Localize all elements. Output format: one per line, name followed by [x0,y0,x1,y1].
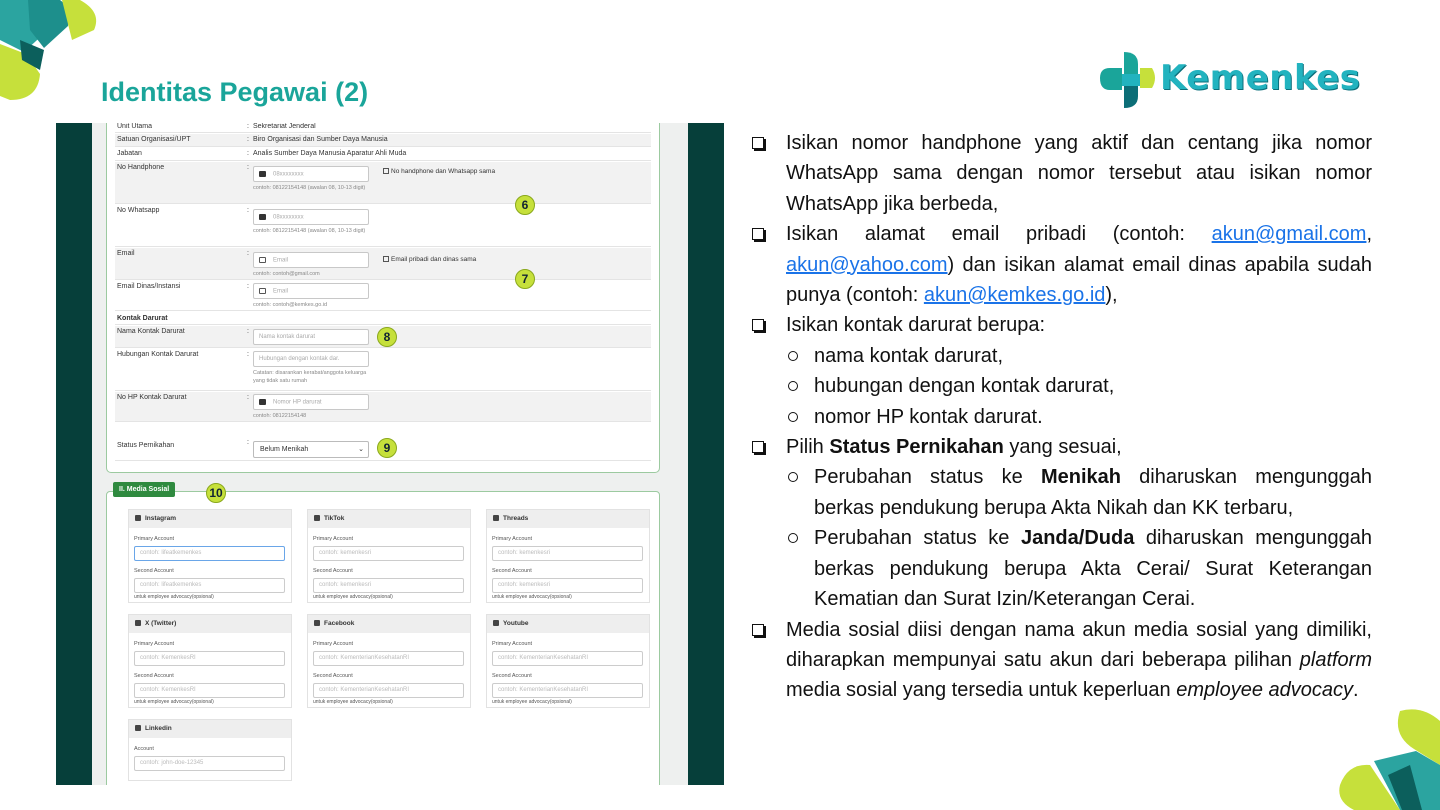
sub-bullet [752,462,1372,523]
badge-7: 7 [515,269,535,289]
optional-note: untuk employee advocacy(opsional) [134,594,214,600]
linkedin-account-input[interactable] [134,756,285,771]
media-card-header [129,615,291,633]
media-card-instagram [128,509,292,603]
sub-bullet [752,371,1372,401]
sub-bullet-text: nama kontak darurat, [814,344,1003,367]
media-card-youtube [486,614,650,708]
media-name: Youtube [503,620,529,627]
optional-note: untuk employee advocacy(opsional) [313,699,393,705]
media-card-header [308,615,470,633]
row-colon: : [247,328,249,335]
row-hp-kontak [115,392,651,422]
youtube-primary-input[interactable] [492,651,643,666]
x-twitter-icon [135,620,141,626]
row-label: Unit Utama [117,123,153,130]
instagram-icon [135,515,141,521]
account-label: Account [134,746,154,752]
optional-note: untuk employee advocacy(opsional) [134,699,214,705]
primary-label: Primary Account [492,536,533,542]
row-colon: : [247,250,249,257]
input-placeholder: contoh: lifeatkemenkes [140,550,202,556]
second-label: Second Account [492,673,532,679]
input-placeholder: contoh: kemenkesri [319,582,372,588]
email-dinas-placeholder: Email [273,288,289,295]
checkbox-box[interactable] [383,168,389,174]
second-label: Second Account [134,568,174,574]
input-placeholder: contoh: KemenkesRI [140,687,196,693]
whatsapp-input[interactable] [253,209,369,225]
instagram-primary-input[interactable] [134,546,285,561]
row-colon: : [247,123,249,130]
input-placeholder: contoh: lifeatkemenkes [140,582,202,588]
optional-note: untuk employee advocacy(opsional) [313,594,393,600]
phone-icon [259,171,266,177]
primary-label: Primary Account [492,641,533,647]
handphone-input[interactable] [253,166,369,182]
row-value: Sekretariat Jenderal [253,123,316,130]
form-screenshot-canvas [92,123,688,785]
badge-9: 9 [377,438,397,458]
media-card-header [487,510,649,528]
kemenkes-logo-icon [1098,50,1158,110]
primary-label: Primary Account [313,536,354,542]
mail-icon [259,257,266,263]
email-link-gmail[interactable]: akun@gmail.com [1211,223,1367,246]
input-placeholder: contoh: kemenkesri [498,550,551,556]
checkbox-bullet-icon [752,319,764,331]
media-sosial-legend: II. Media Sosial [113,482,175,497]
hp-kontak-hint: contoh: 08122154148 [253,413,307,419]
threads-primary-input[interactable] [492,546,643,561]
media-card-header [129,510,291,528]
identity-card [106,123,660,473]
row-satuan-organisasi [115,134,651,147]
media-card-threads [486,509,650,603]
media-card-facebook [307,614,471,708]
youtube-icon [493,620,499,626]
second-label: Second Account [313,673,353,679]
row-kontak-darurat-heading [115,313,651,325]
hubungan-hint: Catatan: disarankan kerabat/anggota keluarga yang tidak satu rumah [253,370,367,384]
input-placeholder: contoh: KemenkesRI [140,655,196,661]
checkbox-label: Email pribadi dan dinas sama [391,256,477,263]
handphone-hint: contoh: 08122154148 (awalan 08, 10-13 digit) [253,185,366,191]
row-value: Biro Organisasi dan Sumber Daya Manusia [253,136,388,143]
instructions [752,128,1372,706]
email-hint: contoh: contoh@gmail.com [253,271,320,277]
row-colon: : [247,394,249,401]
badge-10: 10 [206,483,226,503]
row-no-handphone [115,162,651,204]
input-placeholder: contoh: kemenkesri [498,582,551,588]
second-label: Second Account [313,568,353,574]
bullet-3 [752,310,1372,340]
email-link-yahoo[interactable]: akun@yahoo.com [786,253,948,276]
email-dinas-label: Email Dinas/Instansi [117,283,181,290]
sub-bullet-text: diharuskan mengunggah berkas pendukung berupa Akta Nikah dan KK terbaru, [814,466,1372,519]
hubungan-placeholder: Hubungan dengan kontak dar. [259,356,340,362]
second-label: Second Account [492,568,532,574]
bullet-2-text: ), [1105,284,1118,307]
hp-kontak-placeholder: Nomor HP darurat [273,399,322,406]
bullet-4-text: Pilih [786,436,830,459]
sub-bullet-text: nomor HP kontak darurat. [814,405,1043,428]
tiktok-icon [314,515,320,521]
circle-bullet-icon [788,412,798,422]
circle-bullet-icon [788,472,798,482]
handphone-placeholder: 08xxxxxxxx [273,171,304,178]
whatsapp-label: No Whatsapp [117,207,160,214]
media-card-header [308,510,470,528]
bullet-5 [752,615,1372,706]
input-placeholder: contoh: KementerianKesehatanRI [319,687,410,693]
input-placeholder: contoh: john-doe-12345 [140,760,204,766]
sub-bullet-bold: Janda/Duda [1020,527,1135,550]
facebook-primary-input[interactable] [313,651,464,666]
circle-bullet-icon [788,533,798,543]
row-value: Analis Sumber Daya Manusia Aparatur Ahli Muda [253,150,407,157]
row-label: Satuan Organisasi/UPT [117,136,191,143]
sub-bullet-text: Perubahan status ke [814,466,1041,489]
bullet-5-text: media sosial yang tersedia untuk keperluan [786,679,1177,702]
second-label: Second Account [134,673,174,679]
hubungan-input[interactable] [253,351,369,367]
nama-kontak-placeholder: Nama kontak darurat [259,334,316,340]
row-jabatan [115,148,651,161]
bullet-2-text: Isikan alamat email pribadi (contoh: [786,223,1212,246]
x-twitter-primary-input[interactable] [134,651,285,666]
kemenkes-logo [1098,50,1361,110]
circle-bullet-icon [788,381,798,391]
primary-label: Primary Account [134,536,175,542]
status-label: Status Pernikahan [117,442,175,449]
input-placeholder: contoh: kemenkesri [319,550,372,556]
facebook-second-input[interactable] [313,683,464,698]
hubungan-label: Hubungan Kontak Darurat [117,351,199,358]
email-dinas-input[interactable] [253,283,369,299]
checkbox-bullet-icon [752,441,764,453]
checkbox-bullet-icon [752,228,764,240]
circle-bullet-icon [788,351,798,361]
bullet-2-text: , [1366,223,1372,246]
media-card-header [129,720,291,738]
bullet-1 [752,128,1372,219]
bullet-5-text: . [1353,679,1359,702]
form-screenshot [56,123,724,785]
row-colon: : [247,136,249,143]
media-card-linkedin [128,719,292,781]
bullet-2 [752,219,1372,310]
email-input[interactable] [253,252,369,268]
hp-kontak-label: No HP Kontak Darurat [117,394,187,401]
badge-8: 8 [377,327,397,347]
decor-top-left [0,0,110,105]
checkbox-box[interactable] [383,256,389,262]
row-unit-utama [115,123,651,133]
x-twitter-second-input[interactable] [134,683,285,698]
email-placeholder: Email [273,257,289,264]
badge-6: 6 [515,195,535,215]
linkedin-icon [135,725,141,731]
checkbox-bullet-icon [752,624,764,636]
media-name: X (Twitter) [145,620,177,627]
email-same-checkbox[interactable] [383,256,503,264]
primary-label: Primary Account [313,641,354,647]
bullet-3-text: Isikan kontak darurat berupa: [786,314,1046,337]
row-colon: : [247,207,249,214]
media-name: Linkedin [145,725,172,732]
input-placeholder: contoh: KementerianKesehatanRI [498,655,589,661]
row-colon: : [247,164,249,171]
tiktok-second-input[interactable] [313,578,464,593]
kontak-darurat-heading: Kontak Darurat [117,315,168,322]
checkbox-label: No handphone dan Whatsapp sama [391,168,496,175]
bullet-4-bold: Status Pernikahan [829,436,1004,459]
bullet-4-text: yang sesuai, [1003,436,1122,459]
row-colon: : [247,150,249,157]
status-select[interactable] [253,441,369,458]
optional-note: untuk employee advocacy(opsional) [492,594,572,600]
nama-kontak-label: Nama Kontak Darurat [117,328,185,335]
whatsapp-placeholder: 08xxxxxxxx [273,214,304,221]
sub-bullet-text: Perubahan status ke [814,527,1021,550]
sub-bullet [752,341,1372,371]
tiktok-primary-input[interactable] [313,546,464,561]
media-name: Facebook [324,620,355,627]
email-dinas-hint: contoh: contoh@kemkes.go.id [253,302,328,308]
checkbox-bullet-icon [752,137,764,149]
row-colon: : [247,439,249,446]
whatsapp-hint: contoh: 08122154148 (awalan 08, 10-13 digit) [253,228,366,234]
sub-bullet-bold: Menikah [1040,466,1121,489]
decor-bottom-right [1330,705,1440,810]
bullet-5-text: Media sosial diisi dengan nama akun media sosial yang dimiliki, diharapkan mempunyai satu akun dari beberapa pilihan [786,618,1372,671]
optional-note: untuk employee advocacy(opsional) [492,699,572,705]
sub-bullet [752,402,1372,432]
media-name: Instagram [145,515,177,522]
media-name: Threads [503,515,529,522]
handphone-whatsapp-same-checkbox[interactable] [383,168,503,176]
chevron-down-icon: ⌄ [358,446,364,453]
handphone-label: No Handphone [117,164,165,171]
hp-kontak-input[interactable] [253,394,369,410]
youtube-second-input[interactable] [492,683,643,698]
kemenkes-logo-text: Kemenkes [1160,58,1361,98]
whatsapp-icon [259,214,266,220]
media-name: TikTok [324,515,345,522]
sub-bullet-text: hubungan dengan kontak darurat, [814,375,1115,398]
media-card-header [487,615,649,633]
input-placeholder: contoh: KementerianKesehatanRI [498,687,589,693]
phone-icon [259,399,266,405]
sub-bullet [752,523,1372,614]
email-label: Email [117,250,135,257]
row-email-dinas [115,281,651,311]
row-hubungan-kontak [115,349,651,391]
slide-title: Identitas Pegawai (2) [101,77,369,107]
bullet-1-text: Isikan nomor handphone yang aktif dan centang jika nomor WhatsApp sama dengan nomor tersebut atau isikan nomor WhatsApp jika berbeda, [786,132,1372,215]
bullet-2-text: ) dan isikan alamat email dinas apabila sudah punya (contoh: [786,253,1372,307]
threads-second-input[interactable] [492,578,643,593]
primary-label: Primary Account [134,641,175,647]
media-card-x-twitter [128,614,292,708]
email-link-kemkes[interactable]: akun@kemkes.go.id [923,284,1106,307]
status-value: Belum Menikah [260,446,309,453]
row-colon: : [247,283,249,290]
row-no-whatsapp [115,205,651,247]
facebook-icon [314,620,320,626]
threads-icon [493,515,499,521]
sub-bullet-text: diharuskan mengunggah berkas pendukung berupa Akta Cerai/ Surat Keterangan Kematian dan Surat Izin/Keterangan Cerai. [814,527,1372,611]
row-email [115,248,651,280]
mail-icon [259,288,266,294]
instagram-second-input[interactable] [134,578,285,593]
input-placeholder: contoh: KementerianKesehatanRI [319,655,410,661]
row-label: Jabatan [117,150,142,157]
nama-kontak-input[interactable] [253,329,369,345]
bullet-5-italic: employee advocacy [1176,679,1354,702]
bullet-4 [752,432,1372,462]
bullet-5-italic: platform [1299,648,1372,671]
media-card-tiktok [307,509,471,603]
row-colon: : [247,351,249,358]
